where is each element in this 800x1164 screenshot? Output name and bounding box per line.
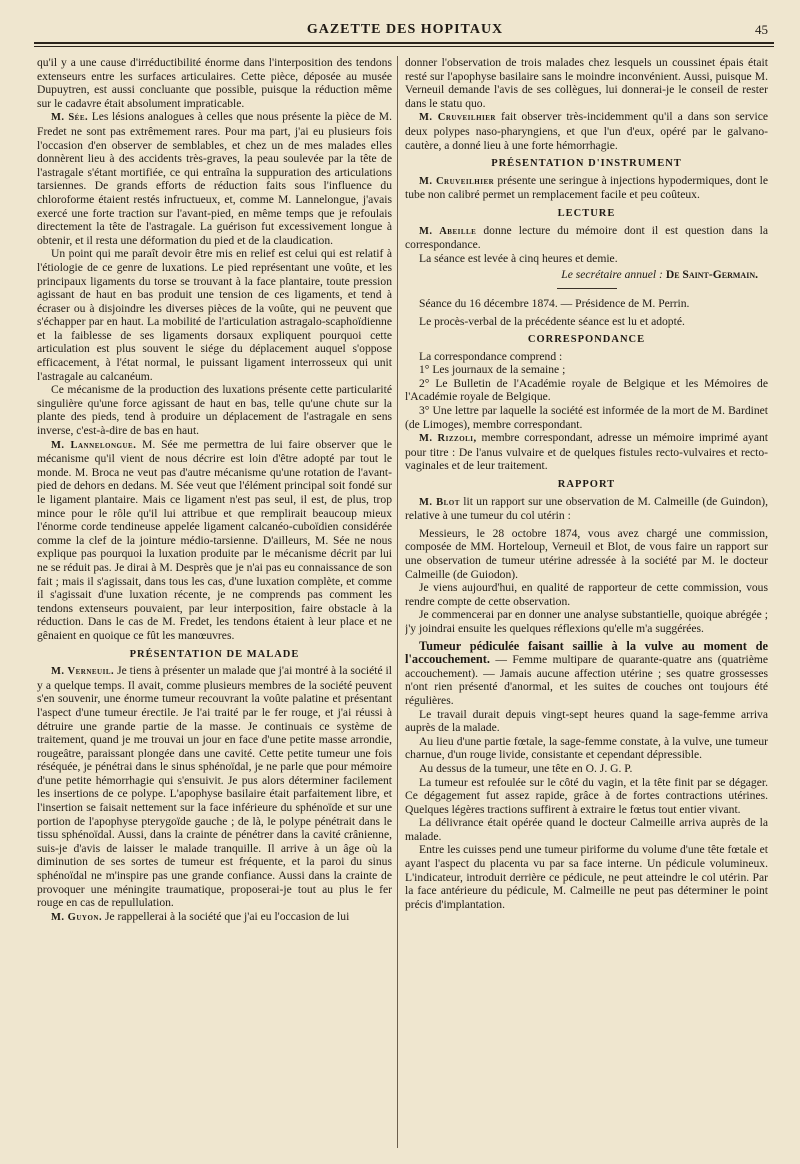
- paragraph: [37, 110, 392, 247]
- paragraph: Ce mécanisme de la production des luxations présente cette particularité singulière qu'une force agissant de haut en bas, telle qu'une chute sur la plante des pieds, tend à produire un déplacement de l'astragale en sens inverse, c'est-à-dire de bas en haut.: [37, 383, 392, 438]
- paragraph: [37, 438, 392, 643]
- paragraph-text: fait observer très-incidemment qu'il a dans son service deux polypes naso-pharyngiens, et que l'un d'eux, opéré par le galvano-cautère, a donné lieu à une forte hémorrhagie.: [405, 110, 768, 152]
- paragraph: Un point qui me paraît devoir être mis en relief est celui qui est relatif à l'étiologie de ce genre de luxations. Le pied représentant une voûte, et les principaux ligaments du torse se trouvant à la face plantaire, toute pression agissant de haut en bas produit une tension de ces ligaments, et tend à écraser ou à disjoindre les diverses pièces de la voûte, qui ne peuvent que s'échapper par en haut. La mobilité de l'articulation astragalo-scaphoïdienne et la faiblesse de ses ligaments dorsaux expliquent pourquoi cette articulation est plus souvent le siége du déplacement auquel s'oppose efficacement, à l'état normal, le puissant ligament interrosseux qui unit l'astragale au calcanéum.: [37, 247, 392, 383]
- paragraph: Le procès-verbal de la précédente séance est lu et adopté.: [419, 314, 685, 328]
- list-item: 1° Les journaux de la semaine ;: [419, 363, 566, 377]
- paragraph: qu'il y a une cause d'irréductibilité énorme dans l'interposition des tendons extenseurs entre les surfaces articulaires. Cette pièce, déposée au musée Dupuytren, est aussi concluante que possible, puisque la réduction même sur le cadavre était absolument impraticable.: [37, 56, 392, 110]
- session-line: Séance du 16 décembre 1874. — Présidence de M. Perrin.: [419, 296, 690, 310]
- paragraph-text: Les lésions analogues à celles que nous présente la pièce de M. Fredet ne sont pas extrêmement rares. Pour ma part, j'ai eu plusieurs fois l'occasion d'en observer de semblables, et chez un de mes malades elles donnèrent lieu à des accidents très-graves, la peau soulevée par la tête de l'astragale s'étant mortifiée, ce qui entraîna la suppuration des articulations tarsiennes. De grands efforts de réduction faits sous l'influence du chloroforme étaient restés infructueux, et, comme M. Lannelongue, j'avais exercé une forte traction sur l'avant-pied, en même temps que je refoulais directement la tête de l'astragale. La guérison fut excessivement longue à obtenir, et il resta une déformation du pied et de la claudication.: [37, 110, 392, 247]
- section-heading: RAPPORT: [557, 479, 616, 491]
- right-column: [405, 56, 768, 1156]
- paragraph: Entre les cuisses pend une tumeur piriforme du volume d'une tête fœtale et ayant l'aspect du placenta vu par sa face interne. Un pédicule volumineux. L'indicateur, introduit derrière ce pédicule, ne peut atteindre le col utérin. Par la face antérieure du pédicule, M. Calmeille ne peut pas déterminer le point précis d'implantation.: [405, 843, 768, 911]
- speaker-name: M. Cruveilhier: [419, 175, 495, 187]
- paragraph-text: donne lecture du mémoire dont il est question dans la correspondance.: [405, 223, 768, 252]
- paragraph-text: membre correspondant, adresse un mémoire imprimé ayant pour titre : De l'anus vulvaire et de quelques fistules recto-vulvaires et recto-vaginales et de leur traitement.: [405, 431, 768, 473]
- section-heading: CORRESPONDANCE: [527, 334, 646, 346]
- paragraph: Au dessus de la tumeur, une tête en O. J. G. P.: [419, 761, 633, 775]
- paragraph: [405, 110, 768, 152]
- paragraph: La séance est levée à cinq heures et demie.: [419, 251, 618, 265]
- header-rule: [34, 42, 774, 44]
- paragraph-text: Je rappellerai à la société que j'ai eu l'occasion de lui: [102, 909, 350, 923]
- speaker-name: M. Sée.: [51, 112, 89, 124]
- speaker-name: M. Lannelongue.: [51, 439, 137, 451]
- left-column: [37, 56, 392, 1156]
- speaker-name: M. Guyon.: [51, 911, 103, 923]
- section-heading: PRÉSENTATION D'INSTRUMENT: [491, 158, 682, 170]
- paragraph: [37, 664, 392, 910]
- journal-title: GAZETTE DES HOPITAUX: [306, 22, 504, 37]
- list-item: 3° Une lettre par laquelle la société est informée de la mort de M. Bardinet (de Limoges), membre correspondant.: [405, 404, 768, 431]
- paragraph-text: lit un rapport sur une observation de M. Calmeille (de Guindon), relative à une tumeur du col utérin :: [405, 494, 768, 523]
- speaker-name: M. Cruveilhier: [419, 112, 496, 124]
- paragraph: La tumeur est refoulée sur le côté du vagin, et la tête finit par se dégager. Ce dégagement fut assez rapide, grâce à de fortes contractions utérines. Quelques légères tractions suffirent à extraire le fœtus tout entier vivant.: [405, 775, 768, 816]
- paragraph-text: — Femme multipare de quarante-quatre ans (quatrième accouchement). — Jamais aucune affection utérine ; ses quatre grossesses n'ont rien présenté d'anormal, et les suites de couches ont toujours été régulières.: [405, 653, 768, 707]
- speaker-name: M. Abeille: [419, 225, 477, 237]
- section-heading: PRÉSENTATION DE MALADE: [129, 648, 300, 660]
- paragraph-text: M. Sée me permettra de lui faire observer que le mécanisme qu'il vient de nous décrire est loin d'être adopté par tout le monde. M. Broca ne veut pas d'autre mécanisme qu'une rotation de l'avant-pied de dehors en dedans. M. Sée veut que l'élément principal soit fondé sur le ligament plantaire. Mais ce ligament n'est pas seul, il est, de plus, trop mince pour le rôle qu'il lui attribue et que remplirait beaucoup mieux l'énorme corde tendineuse appelée ligament calcanéo-cuboïdien considérée comme la clef de la jointure médio-tarsienne. D'ailleurs, M. Sée ne nous explique pas pourquoi la luxation produite par le mécanisme décrit par lui ne se réduit pas. Je dirai à M. Desprès que je n'ai pas eu connaissance de son fait ; mais il s'agissait, dans tous les cas, d'une luxation complète, et comme il s'agissait d'une luxation récente, je ne comprends pas comment les tendons extenseurs pouvaient, par leur interposition, faire obstacle à la réduction. Dans le cas de M. Fredet, les tendons étaient à leur place et ne gênaient en quoique ce fût les manœuvres.: [37, 437, 392, 642]
- paragraph: Je commencerai par en donner une analyse substantielle, quoique abrégée ; j'y joindrai ensuite les quelques réflexions qu'elle m'a suggérées.: [405, 608, 768, 635]
- paragraph: [405, 495, 768, 523]
- paragraph: [405, 640, 768, 708]
- speaker-name: M. Rizzoli,: [419, 433, 477, 445]
- header-rule-thin: [34, 46, 774, 47]
- paragraph: [405, 224, 768, 252]
- column-divider: [397, 56, 398, 1148]
- paragraph: Au lieu d'une partie fœtale, la sage-femme constate, à la vulve, une tumeur charnue, d'un rouge livide, consistante et cependant dépressible.: [405, 734, 768, 762]
- section-heading: LECTURE: [557, 207, 616, 219]
- signature-line: [405, 268, 758, 282]
- paragraph: Je viens aujourd'hui, en qualité de rapporteur de cette commission, vous rendre compte de cette observation.: [405, 581, 768, 608]
- paragraph: [37, 910, 392, 925]
- paragraph: La délivrance était opérée quand le docteur Calmeille arriva auprès de la malade.: [405, 816, 768, 843]
- paragraph: [405, 174, 768, 202]
- list-item: 2° Le Bulletin de l'Académie royale de Belgique et les Mémoires de l'Académie royale de Belgique.: [405, 376, 768, 404]
- speaker-name: M. Verneuil.: [51, 666, 115, 678]
- paragraph-text: présente une seringue à injections hypodermiques, dont le tube non calibré permet un remplacement facile et peu coûteux.: [405, 173, 768, 202]
- paragraph: [405, 431, 768, 473]
- page-number: 45: [755, 22, 768, 37]
- paragraph-text: Je tiens à présenter un malade que j'ai montré à la société il y a quelque temps. Il avait, comme plusieurs membres de la société peuvent s'en souvenir, une énorme tumeur recouvrant la voûte palatine et présentant l'aspect d'une tumeur érectile. Je l'ai traité par le fer rouge, et j'ai réussi à détruire une grande partie de la masse. Je continuais ce système de traitement, quand je me trouvai un jour en face d'une petite masse arrondie, rougeâtre, paraissant plongée dans une cavité. Cette petite tumeur une fois réséquée, je pénétrai dans le sinus sphénoïdal, je ne parle que pour mémoire d'une petite hémorrhagie qui s'ensuivit. Je pus alors déterminer facilement les insertions de ce polype. L'apophyse basilaire était parfaitement libre, et l'insertion se faisait nettement sur la face inférieure du sphénoïde et sur une portion de l'apophyse pterygoïde gauche ; de là, le polype pénétrait dans le tissu sphénoïdal. Aussi, dans la crainte de pénétrer dans la cavité crânienne, suis-je d'avis de laisser le malade tranquille. Il arrive à un âge où la diminution de ses sortes de tumeur est fréquente, et la paroi du sinus sphénoïdal ne m'inspire pas une grande confiance. Aussi dans la crainte de provoquer une méningite traumatique, proposerai-je tout au plus le fer rouge en cas de repullulation.: [37, 664, 392, 910]
- speaker-name: M. Blot: [419, 496, 460, 508]
- paragraph: donner l'observation de trois malades chez lesquels un coussinet épais était resté sur l'apophyse basilaire sans le moindre inconvénient. Aussi, puisque M. Verneuil demande l'avis de ses collègues, lui donnerai-je le conseil de rester dans le statu quo.: [405, 56, 768, 110]
- case-title: Tumeur pédiculée faisant saillie à la vulve au moment de l'accouchement.: [405, 638, 768, 667]
- signature-name: De Saint-Germain.: [665, 268, 758, 282]
- signature-label: Le secrétaire annuel :: [561, 268, 663, 282]
- separator-rule: [557, 288, 617, 289]
- paragraph: Messieurs, le 28 octobre 1874, vous avez chargé une commission, composée de MM. Horteloup, Verneuil et Blot, de vous faire un rapport sur une observation de tumeur utérine adressée à la société par M. le docteur Calmeille (de Guiodon).: [405, 526, 768, 581]
- paragraph: Le travail durait depuis vingt-sept heures quand la sage-femme arriva auprès de la malade.: [405, 707, 768, 735]
- paragraph: La correspondance comprend :: [419, 349, 563, 363]
